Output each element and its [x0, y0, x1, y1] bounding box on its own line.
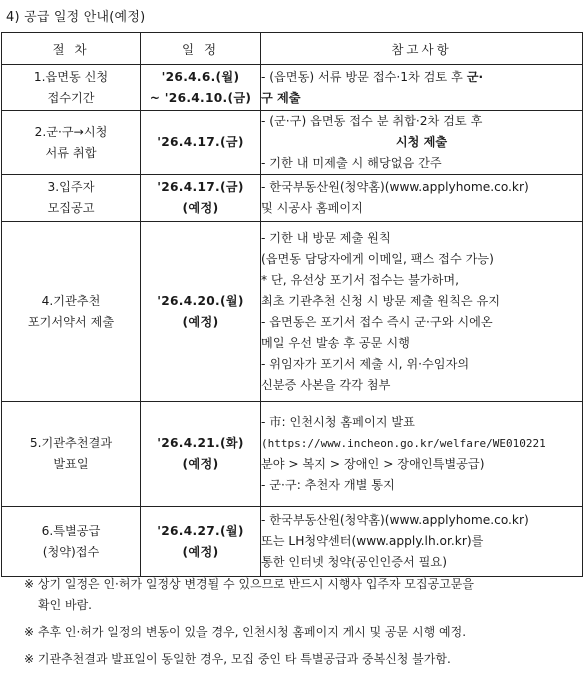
stage-text: 2.군·구→시청 [34, 124, 108, 139]
date-text: (예정) [182, 314, 219, 329]
date-text: (예정) [182, 201, 219, 215]
note-line [261, 312, 582, 333]
notes-cell [261, 402, 583, 507]
footnote [24, 649, 584, 670]
footnote-text: ※ 기관추천결과 발표일이 동일한 경우, 모집 중인 타 특별공급과 중복신청 불가함. [24, 652, 451, 666]
date-text: '26.4.20.(월) [157, 293, 244, 308]
date-text: (예정) [182, 457, 219, 471]
footnote-text: ※ 상기 일정은 인·허가 일정상 변경될 수 있으므로 반드시 시행사 입주자 모집공고문을 [24, 577, 474, 591]
note-line [261, 198, 582, 219]
stage-text: 1.읍면동 신청 [33, 69, 109, 84]
note-line [261, 228, 582, 249]
stage-text: 포기서약서 제출 [27, 314, 115, 329]
note-text: 메일 우선 발송 후 공문 시행 [261, 335, 410, 350]
stage-cell [2, 507, 141, 577]
notes-cell [261, 65, 583, 111]
note-line [261, 249, 582, 270]
stage-cell [2, 402, 141, 507]
note-text: 및 시공사 홈페이지 [261, 201, 363, 215]
note-line [261, 354, 582, 375]
note-text: 통한 인터넷 청약(공인인증서 필요) [261, 555, 447, 569]
note-text: - 기한 내 방문 제출 원칙 [261, 230, 391, 245]
note-bold-text: 군· [466, 69, 484, 84]
date-cell [141, 507, 261, 577]
note-line [261, 67, 582, 88]
date-text: '26.4.17.(금) [157, 135, 244, 149]
note-text: - 市: 인천시청 홈페이지 발표 [261, 415, 415, 429]
note-line [261, 531, 582, 552]
table-row [2, 175, 583, 222]
note-text: - 한국부동산원(청약홈)(www.applyhome.co.kr) [261, 513, 529, 527]
page-title: 4) 공급 일정 안내(예정) [6, 10, 146, 25]
note-line [261, 475, 582, 496]
header-date: 일 정 [141, 33, 261, 65]
table-row [2, 222, 583, 402]
stage-text: 6.특별공급 [41, 523, 101, 538]
note-text: (읍면동 담당자에게 이메일, 팩스 접수 가능) [261, 251, 494, 266]
stage-text: 발표일 [53, 457, 89, 471]
note-line [261, 510, 582, 531]
note-bold-text: 시청 제출 [395, 135, 448, 149]
notes-cell [261, 111, 583, 175]
stage-text: 4.기관추천 [41, 293, 101, 308]
note-text: 분야 > 복지 > 장애인 > 장애인특별공급) [261, 457, 485, 471]
date-cell [141, 175, 261, 222]
date-text: ~ '26.4.10.(금) [149, 90, 252, 105]
stage-text: (청약)접수 [42, 544, 100, 559]
note-text: - 위임자가 포기서 제출 시, 위·수임자의 [261, 356, 470, 371]
notes-cell [261, 507, 583, 577]
stage-text: 3.입주자 [47, 180, 95, 194]
note-line [261, 88, 582, 109]
note-line [261, 111, 582, 132]
date-cell [141, 402, 261, 507]
note-text: - (읍면동) 서류 방문 접수·1차 검토 후 [261, 69, 467, 84]
date-text: '26.4.27.(월) [157, 523, 244, 538]
date-text: '26.4.17.(금) [157, 180, 244, 194]
note-text: - 기한 내 미제출 시 해당없음 간주 [261, 156, 442, 170]
supply-schedule-table [1, 32, 583, 577]
table-row [2, 507, 583, 577]
note-line [261, 433, 582, 454]
date-text: '26.4.6.(월) [161, 69, 240, 84]
notes-cell [261, 222, 583, 402]
note-bold-text: 구 제출 [261, 90, 301, 105]
stage-cell [2, 222, 141, 402]
table-row [2, 402, 583, 507]
note-line [261, 333, 582, 354]
header-stage: 절 차 [2, 33, 141, 65]
note-line [261, 177, 582, 198]
stage-text: 접수기간 [47, 90, 95, 105]
note-text: * 단, 유선상 포기서 접수는 불가하며, [261, 272, 460, 287]
note-text: - 한국부동산원(청약홈)(www.applyhome.co.kr) [261, 180, 529, 194]
notes-cell [261, 175, 583, 222]
note-text: - (군·구) 읍면동 접수 분 취합·2차 검토 후 [261, 114, 483, 128]
date-cell [141, 65, 261, 111]
stage-cell [2, 65, 141, 111]
note-line [261, 153, 582, 174]
note-line [261, 552, 582, 573]
header-notes: 참고사항 [261, 33, 583, 65]
stage-text: 5.기관추천결과 [29, 436, 113, 450]
stage-text: 서류 취합 [45, 145, 97, 160]
note-line [261, 132, 582, 153]
note-text: 또는 LH청약센터(www.apply.lh.or.kr)를 [261, 534, 484, 548]
footnote [24, 574, 584, 616]
note-text: 신분증 사본을 각각 첨부 [261, 377, 391, 392]
stage-cell [2, 175, 141, 222]
footnote [24, 622, 584, 643]
footnote-text: ※ 추후 인·허가 일정의 변동이 있을 경우, 인천시청 홈페이지 게시 및 공문 시행 예정. [24, 625, 467, 639]
note-text: 최초 기관추천 신청 시 방문 제출 원칙은 유지 [261, 293, 501, 308]
stage-text: 모집공고 [47, 201, 95, 215]
note-line [261, 270, 582, 291]
date-cell [141, 111, 261, 175]
table-header-row [2, 33, 583, 65]
note-line [261, 375, 582, 396]
note-text: - 읍면동은 포기서 접수 즉시 군·구와 시에온 [261, 314, 493, 329]
footnote-text: 확인 바람. [38, 598, 92, 612]
stage-cell [2, 111, 141, 175]
note-text: - 군·구: 추천자 개별 통지 [261, 478, 395, 492]
table-row [2, 65, 583, 111]
note-line [261, 412, 582, 433]
date-text: '26.4.21.(화) [157, 436, 244, 450]
date-cell [141, 222, 261, 402]
note-line [261, 291, 582, 312]
date-text: (예정) [182, 544, 219, 559]
table-row [2, 111, 583, 175]
note-text: (https://www.incheon.go.kr/welfare/WE010221 [261, 437, 546, 450]
note-line [261, 454, 582, 475]
